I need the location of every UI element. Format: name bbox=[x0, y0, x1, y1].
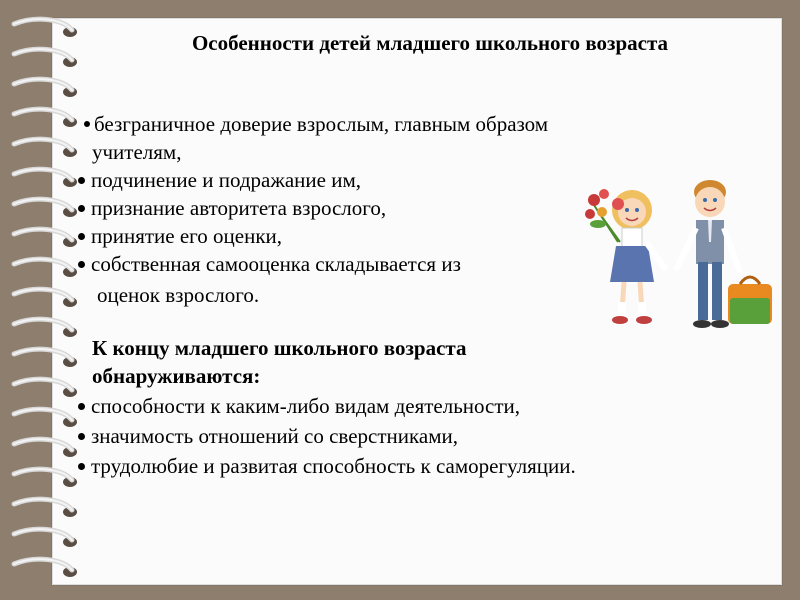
bullet-icon bbox=[78, 261, 85, 268]
bullet-icon bbox=[78, 233, 85, 240]
bullet-icon bbox=[78, 463, 85, 470]
list-item: безграничное доверие взрослым, главным образом bbox=[78, 110, 738, 138]
list-item: принятие его оценки, bbox=[78, 222, 738, 250]
bullet-icon bbox=[84, 121, 90, 127]
bullet-icon bbox=[78, 205, 85, 212]
list-item-continuation: оценок взрослого. bbox=[97, 283, 260, 307]
list-item: значимость отношений со сверстниками, bbox=[78, 422, 738, 450]
list-item-continuation: учителям, bbox=[92, 140, 182, 164]
girl-figure bbox=[610, 190, 666, 324]
list-item: подчинение и подражание им, bbox=[78, 166, 738, 194]
list-item: трудолюбие и развитая способность к саморегуляции. bbox=[78, 452, 738, 480]
bullet-icon bbox=[78, 403, 85, 410]
bullet-icon bbox=[78, 433, 85, 440]
list-item: способности к каким-либо видам деятельности, bbox=[78, 392, 738, 420]
list-item: собственная самооценка складывается из bbox=[78, 250, 738, 278]
section-heading: обнаруживаются: bbox=[92, 364, 261, 388]
spiral-binding-icon bbox=[0, 0, 90, 600]
bullet-icon bbox=[78, 177, 85, 184]
page-title: Особенности детей младшего школьного возраста bbox=[191, 31, 669, 55]
list-item: признание авторитета взрослого, bbox=[78, 194, 738, 222]
school-bag-icon bbox=[728, 277, 772, 324]
schoolchildren-illustration-icon bbox=[580, 172, 780, 347]
section-heading: К концу младшего школьного возраста bbox=[92, 336, 467, 360]
